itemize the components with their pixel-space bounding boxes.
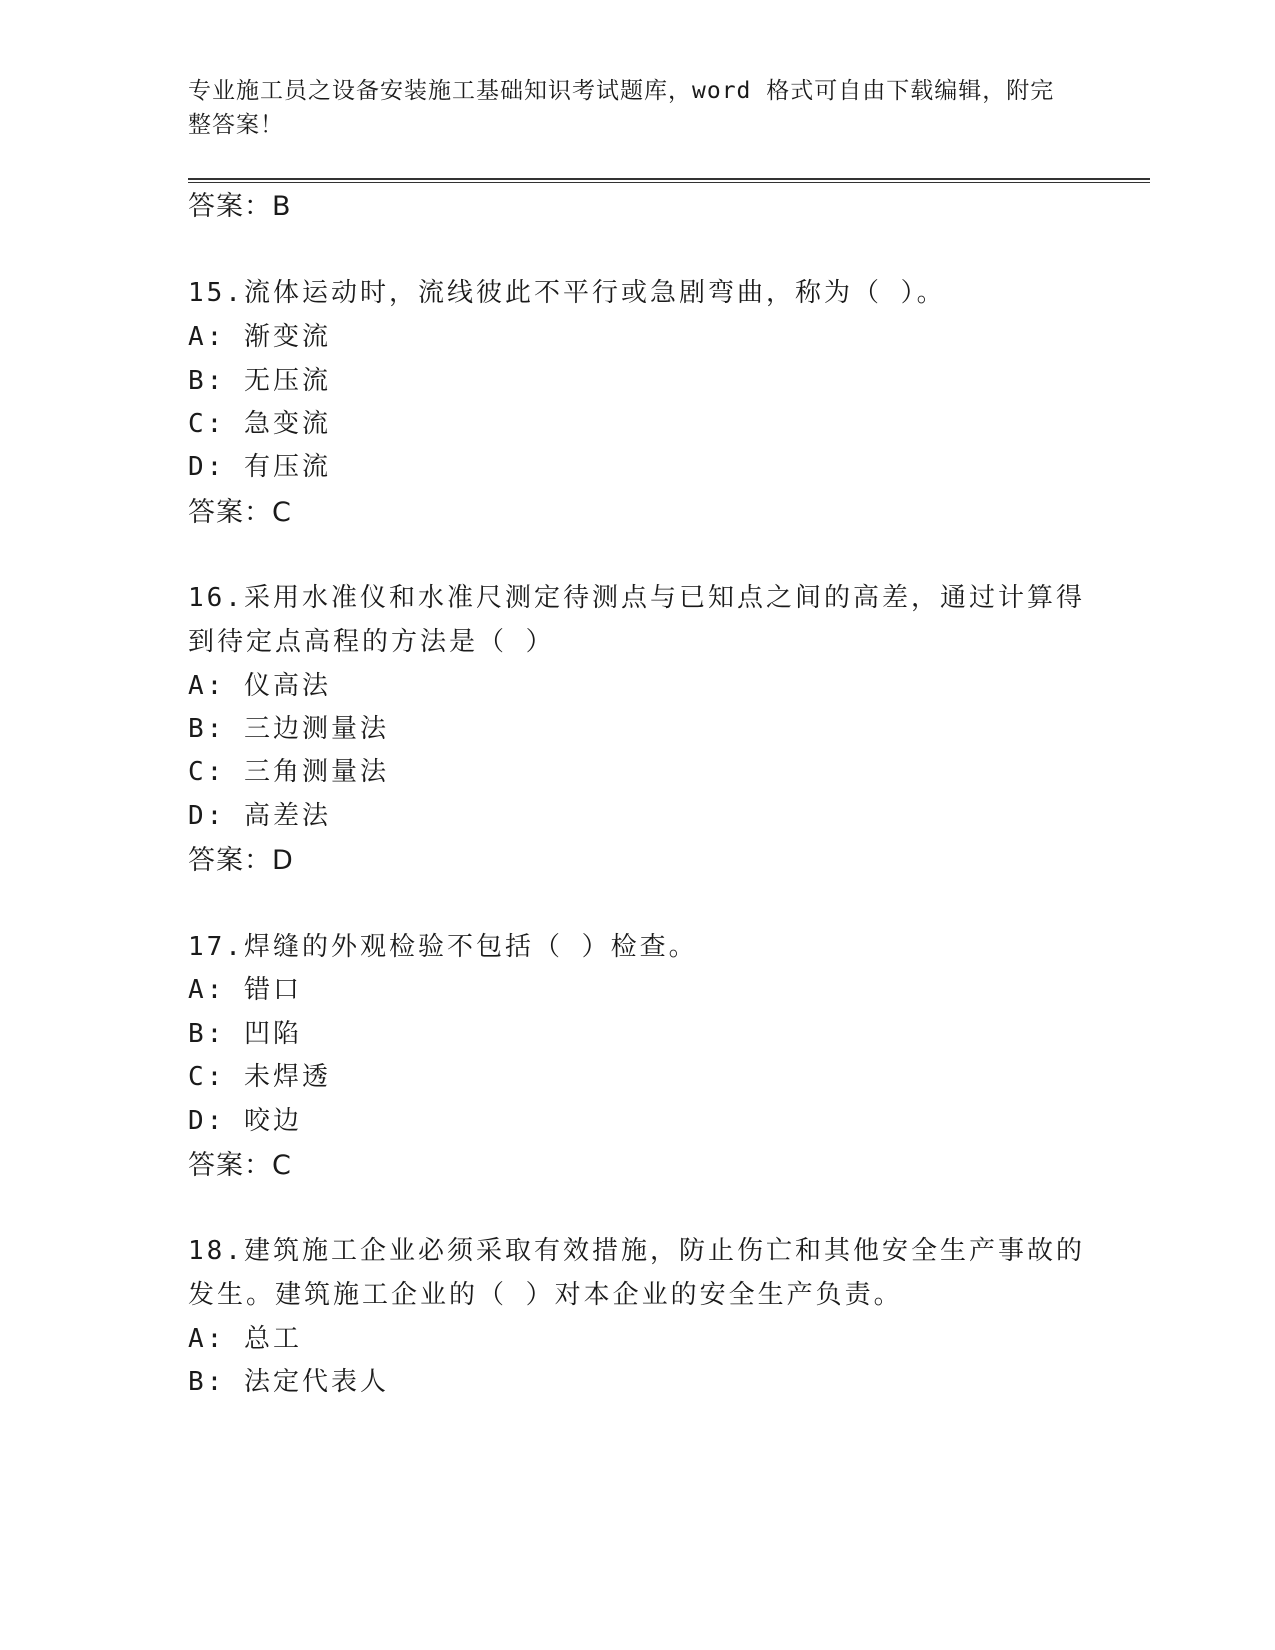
header-divider (188, 178, 1150, 183)
document-header (188, 74, 1068, 142)
question-18-stem-line-2: 发生。建筑施工企业的（ ）对本企业的安全生产负责。 (188, 1280, 903, 1310)
question-17-answer: 答案：C (188, 1150, 292, 1181)
question-15-option-c: C: 急变流 (188, 409, 331, 439)
question-15-option-d: D: 有压流 (188, 452, 331, 482)
question-18-stem-line-1: 18.建筑施工企业必须采取有效措施，防止伤亡和其他安全生产事故的 (188, 1236, 1085, 1266)
question-16-option-b: B: 三边测量法 (188, 714, 389, 744)
question-17-option-d: D: 咬边 (188, 1106, 302, 1136)
previous-answer: 答案：B (188, 191, 292, 222)
question-16-option-c: C: 三角测量法 (188, 757, 389, 787)
question-17-option-a: A: 错口 (188, 975, 302, 1005)
question-18-option-a: A: 总工 (188, 1324, 302, 1354)
question-15-answer: 答案：C (188, 497, 292, 528)
question-15-option-a: A: 渐变流 (188, 322, 331, 352)
question-16-option-a: A: 仪高法 (188, 671, 331, 701)
question-17-option-b: B: 凹陷 (188, 1019, 302, 1049)
question-16-option-d: D: 高差法 (188, 801, 331, 831)
question-18-option-b: B: 法定代表人 (188, 1367, 389, 1397)
question-17-stem: 17.焊缝的外观检验不包括（ ）检查。 (188, 932, 698, 962)
header-line-1: 专业施工员之设备安装施工基础知识考试题库，word 格式可自由下载编辑，附完 (188, 78, 1055, 104)
header-line-2: 整答案！ (188, 112, 284, 138)
question-16-stem-line-1: 16.采用水准仪和水准尺测定待测点与已知点之间的高差，通过计算得 (188, 583, 1085, 613)
question-15-option-b: B: 无压流 (188, 366, 331, 396)
question-16-answer: 答案：D (188, 845, 294, 876)
question-15-stem: 15.流体运动时，流线彼此不平行或急剧弯曲，称为（ ）。 (188, 278, 946, 308)
question-17-option-c: C: 未焊透 (188, 1062, 331, 1092)
question-16-stem-line-2: 到待定点高程的方法是（ ） (188, 627, 555, 657)
